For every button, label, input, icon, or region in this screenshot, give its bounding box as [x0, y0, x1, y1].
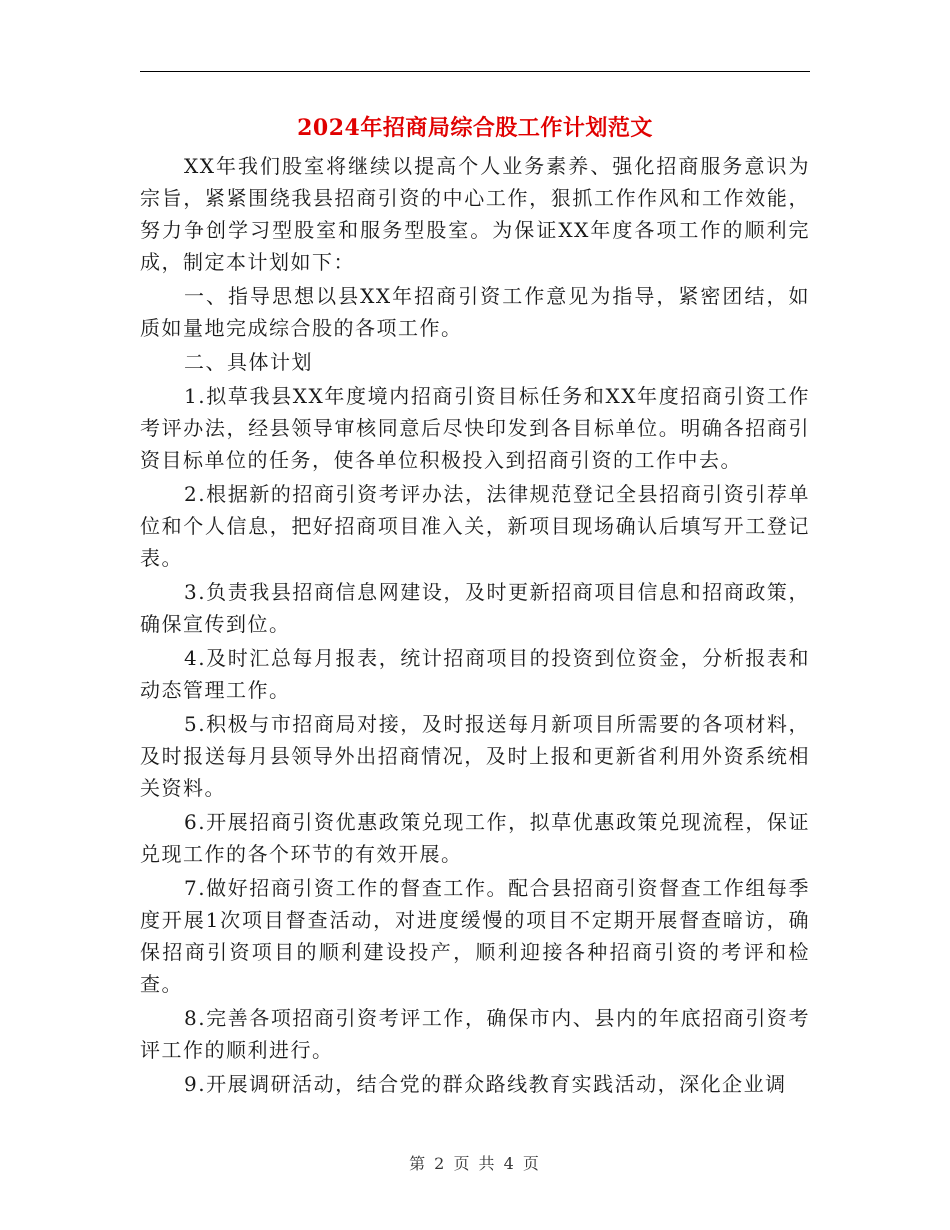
plan-item-4: 4.及时汇总每月报表，统计招商项目的投资到位资金，分析报表和动态管理工作。: [140, 646, 810, 702]
header-rule: [140, 71, 810, 72]
plan-item-9: 9.开展调研活动，结合党的群众路线教育实践活动，深化企业调: [184, 1072, 787, 1096]
document-title: 2024年招商局综合股工作计划范文: [297, 115, 653, 141]
section-heading-plan: 二、具体计划: [184, 350, 313, 374]
plan-item-3: 3.负责我县招商信息网建设，及时更新招商项目信息和招商政策，确保宣传到位。: [140, 580, 810, 636]
plan-item-1: 1.拟草我县XX年度境内招商引资目标任务和XX年度招商引资工作考评办法，经县领导审核同意后尽快印发到各目标单位。明确各招商引资目标单位的任务，使各单位积极投入到招商引资的工作中去。: [140, 384, 810, 472]
page-number: 第 2 页 共 4 页: [409, 1154, 541, 1173]
paragraph-intro: XX年我们股室将继续以提高个人业务素养、强化招商服务意识为宗旨，紧紧围绕我县招商引资的中心工作，狠抓工作作风和工作效能，努力争创学习型股室和服务型股室。为保证XX年度各项工作的顺利完成，制定本计划如下：: [140, 154, 810, 274]
plan-item-6: 6.开展招商引资优惠政策兑现工作，拟草优惠政策兑现流程，保证兑现工作的各个环节的有效开展。: [140, 810, 810, 866]
document-body: [140, 150, 810, 1102]
plan-item-2: 2.根据新的招商引资考评办法，法律规范登记全县招商引资引荐单位和个人信息，把好招商项目准入关，新项目现场确认后填写开工登记表。: [140, 482, 810, 570]
plan-item-5: 5.积极与市招商局对接，及时报送每月新项目所需要的各项材料，及时报送每月县领导外出招商情况，及时上报和更新省利用外资系统相关资料。: [140, 712, 810, 800]
paragraph-guiding-idea: 一、指导思想以县XX年招商引资工作意见为指导，紧密团结，如质如量地完成综合股的各项工作。: [140, 284, 810, 340]
plan-item-8: 8.完善各项招商引资考评工作，确保市内、县内的年底招商引资考评工作的顺利进行。: [140, 1006, 810, 1062]
plan-item-7: 7.做好招商引资工作的督查工作。配合县招商引资督查工作组每季度开展1次项目督查活动，对进度缓慢的项目不定期开展督查暗访，确保招商引资项目的顺利建设投产，顺利迎接各种招商引资的考评和检查。: [140, 876, 810, 996]
